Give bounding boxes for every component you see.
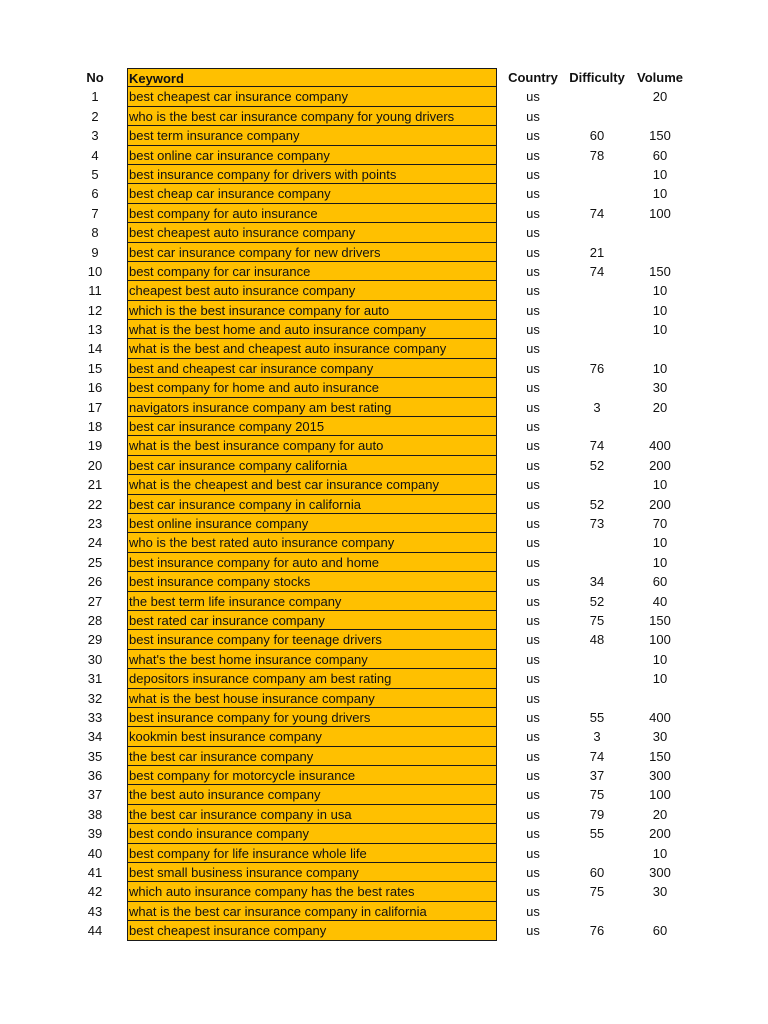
country-cell: us (526, 438, 540, 454)
keyword-cell: the best car insurance company in usa (127, 805, 497, 824)
volume-cell: 100 (649, 632, 671, 648)
difficulty-cell: 34 (589, 574, 605, 590)
volume-cell: 300 (649, 768, 671, 784)
country-cell: us (526, 651, 540, 667)
country-cell: us (526, 147, 540, 163)
row-number: 4 (91, 147, 99, 163)
difficulty-cell: 78 (589, 147, 605, 163)
volume-cell (628, 339, 692, 358)
row-number: 11 (88, 283, 102, 299)
difficulty-cell: 52 (589, 593, 605, 609)
row-number: 43 (87, 903, 103, 919)
difficulty-cell (566, 533, 628, 552)
difficulty-cell: 74 (589, 263, 605, 279)
country-cell: us (526, 671, 540, 687)
volume-cell: 10 (652, 166, 668, 182)
country-cell: us (526, 205, 540, 221)
volume-cell (628, 243, 692, 262)
volume-cell: 60 (652, 574, 668, 590)
difficulty-cell: 52 (589, 457, 605, 473)
volume-cell: 70 (652, 515, 668, 531)
volume-cell: 30 (652, 380, 668, 396)
row-number: 12 (87, 302, 103, 318)
keyword-cell: best insurance company for teenage drivers (127, 630, 497, 649)
keyword-cell: what is the best insurance company for auto (127, 436, 497, 455)
difficulty-cell: 60 (589, 128, 605, 144)
row-number: 3 (91, 128, 99, 144)
difficulty-cell (566, 378, 628, 397)
keyword-cell: best and cheapest car insurance company (127, 359, 497, 378)
volume-cell (628, 417, 692, 436)
row-number: 37 (87, 787, 103, 803)
row-number: 19 (87, 438, 103, 454)
volume-cell: 100 (649, 787, 671, 803)
country-cell: us (526, 419, 540, 435)
keyword-cell: which is the best insurance company for auto (127, 301, 497, 320)
keyword-cell: best cheap car insurance company (127, 184, 497, 203)
keyword-cell: best car insurance company california (127, 456, 497, 475)
country-cell: us (526, 748, 540, 764)
difficulty-cell: 73 (589, 515, 605, 531)
volume-cell: 400 (649, 709, 671, 725)
difficulty-cell: 3 (593, 399, 601, 415)
volume-cell: 150 (649, 612, 671, 628)
header-difficulty: Difficulty (569, 70, 625, 85)
keyword-cell: the best car insurance company (127, 747, 497, 766)
keyword-cell: best online insurance company (127, 514, 497, 533)
keyword-cell: best online car insurance company (127, 146, 497, 165)
difficulty-cell (566, 417, 628, 436)
volume-cell: 10 (652, 477, 668, 493)
keyword-cell: the best auto insurance company (127, 785, 497, 804)
row-number: 35 (87, 748, 103, 764)
country-cell: us (526, 554, 540, 570)
row-number: 14 (87, 341, 103, 357)
volume-cell: 10 (652, 322, 668, 338)
volume-cell: 300 (649, 865, 671, 881)
volume-cell: 10 (652, 535, 668, 551)
country-cell: us (526, 186, 540, 202)
volume-cell: 400 (649, 438, 671, 454)
volume-cell: 20 (652, 399, 668, 415)
country-cell: us (526, 729, 540, 745)
difficulty-cell: 60 (589, 865, 605, 881)
difficulty-cell: 75 (589, 612, 605, 628)
keyword-cell: the best term life insurance company (127, 592, 497, 611)
country-cell: us (526, 612, 540, 628)
volume-cell: 10 (652, 302, 668, 318)
difficulty-cell (566, 165, 628, 184)
country-cell: us (526, 302, 540, 318)
difficulty-cell: 21 (589, 244, 605, 260)
keyword-cell: what is the best and cheapest auto insurance company (127, 339, 497, 358)
volume-cell: 60 (652, 147, 668, 163)
keyword-cell: best small business insurance company (127, 863, 497, 882)
difficulty-cell (566, 553, 628, 572)
difficulty-cell (566, 87, 628, 106)
difficulty-cell (566, 223, 628, 242)
row-number: 18 (87, 419, 103, 435)
row-number: 8 (91, 225, 99, 241)
volume-cell: 20 (652, 89, 668, 105)
row-number: 22 (87, 496, 103, 512)
volume-cell: 10 (652, 283, 668, 299)
row-number: 42 (87, 884, 103, 900)
country-cell: us (526, 89, 540, 105)
header-no: No (86, 70, 104, 85)
country-cell: us (526, 322, 540, 338)
volume-cell: 200 (649, 457, 671, 473)
country-cell: us (526, 845, 540, 861)
row-number: 13 (87, 322, 103, 338)
row-number: 33 (87, 709, 103, 725)
keyword-cell: best insurance company stocks (127, 572, 497, 591)
keyword-cell: best cheapest car insurance company (127, 87, 497, 106)
keyword-cell: who is the best car insurance company for young drivers (127, 107, 497, 126)
volume-cell: 150 (649, 263, 671, 279)
volume-cell: 10 (652, 845, 668, 861)
difficulty-cell: 74 (589, 748, 605, 764)
country-cell: us (526, 477, 540, 493)
difficulty-cell: 52 (589, 496, 605, 512)
keyword-cell: which auto insurance company has the best rates (127, 882, 497, 901)
country-cell: us (526, 535, 540, 551)
country-cell: us (526, 768, 540, 784)
keyword-cell: best company for home and auto insurance (127, 378, 497, 397)
country-cell: us (526, 166, 540, 182)
row-number: 44 (87, 923, 103, 939)
row-number: 29 (87, 632, 103, 648)
volume-cell: 30 (652, 729, 668, 745)
keyword-cell: best rated car insurance company (127, 611, 497, 630)
keyword-cell: cheapest best auto insurance company (127, 281, 497, 300)
difficulty-cell: 76 (589, 923, 605, 939)
country-cell: us (526, 399, 540, 415)
keyword-cell: best car insurance company for new drivers (127, 243, 497, 262)
row-number: 30 (87, 651, 103, 667)
country-cell: us (526, 380, 540, 396)
keyword-cell: who is the best rated auto insurance company (127, 533, 497, 552)
header-volume: Volume (637, 70, 683, 85)
keyword-cell: best insurance company for auto and home (127, 553, 497, 572)
row-number: 40 (87, 845, 103, 861)
difficulty-cell (566, 902, 628, 921)
row-number: 31 (87, 671, 103, 687)
keyword-cell: what's the best home insurance company (127, 650, 497, 669)
keyword-cell: best car insurance company 2015 (127, 417, 497, 436)
country-cell: us (526, 787, 540, 803)
volume-cell: 150 (649, 128, 671, 144)
country-cell: us (526, 574, 540, 590)
country-cell: us (526, 225, 540, 241)
country-cell: us (526, 865, 540, 881)
keyword-cell: kookmin best insurance company (127, 727, 497, 746)
row-number: 6 (91, 186, 99, 202)
difficulty-cell: 37 (589, 768, 605, 784)
difficulty-cell (566, 184, 628, 203)
difficulty-cell (566, 301, 628, 320)
row-number: 23 (87, 515, 103, 531)
volume-cell: 200 (649, 496, 671, 512)
row-number: 15 (87, 360, 103, 376)
row-number: 26 (87, 574, 103, 590)
header-country: Country (508, 70, 558, 85)
difficulty-cell: 55 (589, 709, 605, 725)
row-number: 41 (87, 865, 103, 881)
keyword-cell: what is the best car insurance company in california (127, 902, 497, 921)
country-cell: us (526, 128, 540, 144)
country-cell: us (526, 632, 540, 648)
country-cell: us (526, 360, 540, 376)
keyword-cell: best car insurance company in california (127, 495, 497, 514)
difficulty-cell: 74 (589, 438, 605, 454)
volume-cell (628, 902, 692, 921)
keyword-cell: best company for life insurance whole life (127, 844, 497, 863)
row-number: 27 (87, 593, 103, 609)
volume-cell: 40 (652, 593, 668, 609)
country-cell: us (526, 108, 540, 124)
keyword-cell: navigators insurance company am best rating (127, 398, 497, 417)
volume-cell: 20 (652, 806, 668, 822)
difficulty-cell: 79 (589, 806, 605, 822)
country-cell: us (526, 690, 540, 706)
keyword-cell: best company for motorcycle insurance (127, 766, 497, 785)
row-number: 28 (87, 612, 103, 628)
row-number: 7 (91, 205, 99, 221)
row-number: 17 (87, 399, 103, 415)
keyword-cell: best term insurance company (127, 126, 497, 145)
difficulty-cell (566, 844, 628, 863)
row-number: 32 (87, 690, 103, 706)
row-number: 39 (87, 826, 103, 842)
row-number: 9 (91, 244, 99, 260)
row-number: 34 (87, 729, 103, 745)
difficulty-cell (566, 281, 628, 300)
keyword-cell: best condo insurance company (127, 824, 497, 843)
country-cell: us (526, 826, 540, 842)
keyword-cell: what is the best house insurance company (127, 689, 497, 708)
difficulty-cell: 76 (589, 360, 605, 376)
volume-cell: 150 (649, 748, 671, 764)
volume-cell: 100 (649, 205, 671, 221)
difficulty-cell: 55 (589, 826, 605, 842)
keyword-cell: best insurance company for drivers with points (127, 165, 497, 184)
row-number: 20 (87, 457, 103, 473)
country-cell: us (526, 515, 540, 531)
keyword-cell: best cheapest insurance company (127, 921, 497, 940)
difficulty-cell (566, 689, 628, 708)
difficulty-cell: 75 (589, 884, 605, 900)
row-number: 21 (87, 477, 103, 493)
keyword-cell: best company for auto insurance (127, 204, 497, 223)
row-number: 1 (91, 89, 99, 105)
keyword-cell: what is the cheapest and best car insurance company (127, 475, 497, 494)
difficulty-cell (566, 475, 628, 494)
volume-cell: 200 (649, 826, 671, 842)
keyword-cell: best insurance company for young drivers (127, 708, 497, 727)
country-cell: us (526, 903, 540, 919)
volume-cell (628, 107, 692, 126)
difficulty-cell (566, 669, 628, 688)
row-number: 5 (91, 166, 99, 182)
volume-cell: 10 (652, 671, 668, 687)
country-cell: us (526, 593, 540, 609)
country-cell: us (526, 283, 540, 299)
volume-cell: 30 (652, 884, 668, 900)
volume-cell: 10 (652, 651, 668, 667)
country-cell: us (526, 923, 540, 939)
country-cell: us (526, 457, 540, 473)
volume-cell: 10 (652, 186, 668, 202)
row-number: 16 (87, 380, 103, 396)
row-number: 24 (87, 535, 103, 551)
header-keyword: Keyword (127, 68, 497, 87)
country-cell: us (526, 244, 540, 260)
country-cell: us (526, 806, 540, 822)
difficulty-cell: 3 (593, 729, 601, 745)
difficulty-cell: 75 (589, 787, 605, 803)
row-number: 10 (87, 263, 103, 279)
country-cell: us (526, 709, 540, 725)
difficulty-cell (566, 650, 628, 669)
volume-cell: 10 (652, 360, 668, 376)
volume-cell (628, 223, 692, 242)
difficulty-cell: 74 (589, 205, 605, 221)
country-cell: us (526, 263, 540, 279)
country-cell: us (526, 884, 540, 900)
keyword-cell: best cheapest auto insurance company (127, 223, 497, 242)
country-cell: us (526, 341, 540, 357)
difficulty-cell (566, 320, 628, 339)
row-number: 38 (87, 806, 103, 822)
volume-cell: 10 (652, 554, 668, 570)
difficulty-cell (566, 339, 628, 358)
keyword-cell: best company for car insurance (127, 262, 497, 281)
volume-cell: 60 (652, 923, 668, 939)
keyword-cell: depositors insurance company am best rating (127, 669, 497, 688)
row-number: 2 (91, 108, 99, 124)
volume-cell (628, 689, 692, 708)
difficulty-cell (566, 107, 628, 126)
row-number: 25 (87, 554, 103, 570)
row-number: 36 (87, 768, 103, 784)
country-cell: us (526, 496, 540, 512)
keyword-cell: what is the best home and auto insurance company (127, 320, 497, 339)
difficulty-cell: 48 (589, 632, 605, 648)
